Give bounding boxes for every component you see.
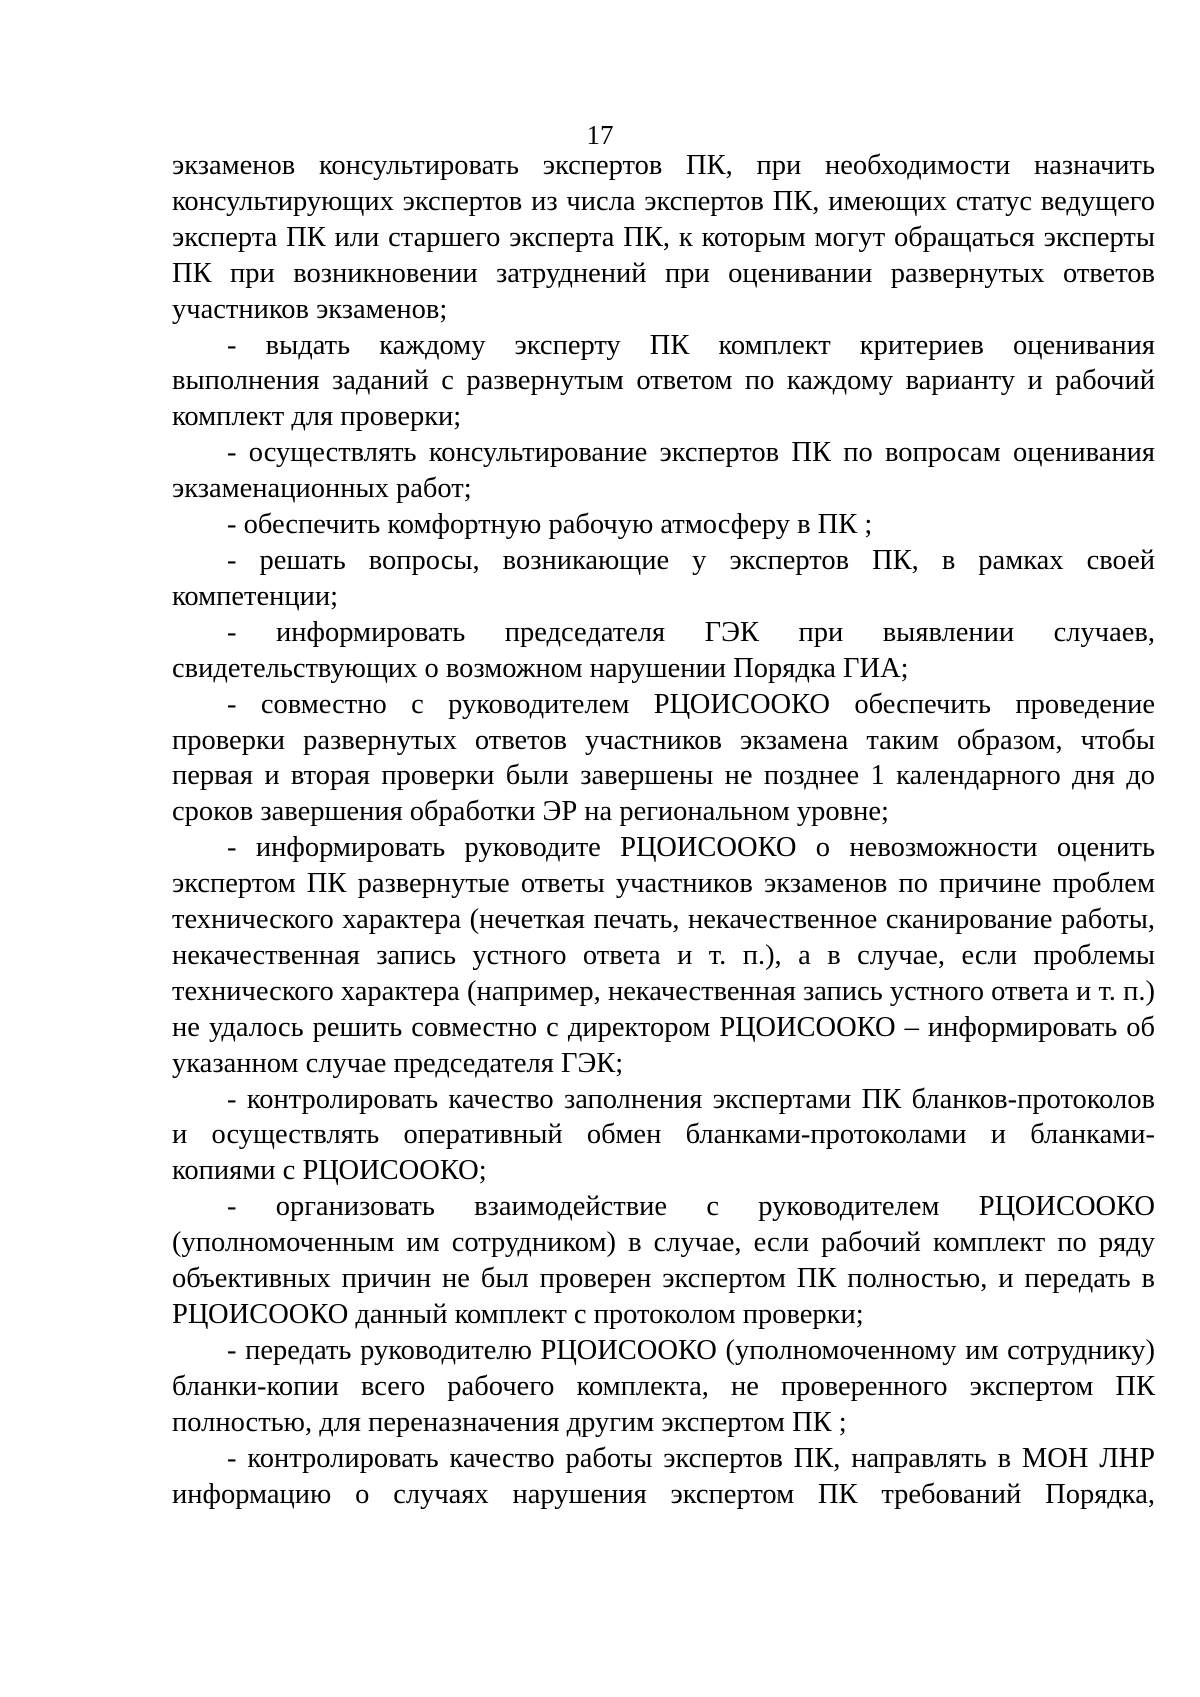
list-item-joint-check: - совместно с руководителем РЦОИСООКО обеспечить проведение проверки развернутых ответов участников экзамена таким образом, чтобы первая и вторая проверки были завершены не позднее 1 календарного дня до сроков завершения обработки ЭР на региональном уровне; [172,688,1155,828]
list-item-inform-chairman: - информировать председателя ГЭК при выявлении случаев, свидетельствующих о возможном нарушении Порядка ГИА; [172,616,1155,684]
list-item-control-protocols: - контролировать качество заполнения экспертами ПК бланков-протоколов и осуществлять оперативный обмен бланками-протоколами и бланками-копиями с РЦОИСООКО; [172,1083,1155,1187]
list-item-organize-interaction: - организовать взаимодействие с руководителем РЦОИСООКО (уполномоченным им сотрудником) в случае, если рабочий комплект по ряду объективных причин не был проверен экспертом ПК полностью, и передать в РЦОИСООКО данный комплект с протоколом проверки; [172,1191,1155,1330]
list-item-atmosphere: - обеспечить комфортную рабочую атмосферу в ПК ; [227,509,873,541]
document-body [172,148,1155,1512]
list-item-technical-problems: - информировать руководите РЦОИСООКО о невозможности оценить экспертом ПК развернутые ответы участников экзаменов по причине проблем технического характера (нечеткая печать, некачественное сканирование работы, некачественная запись устного ответа и т. п.), а в случае, если проблемы технического характера (например, некачественная запись устного ответа и т. п.) не удалось решить совместно с директором РЦОИСООКО – информировать об указанном случае председателя ГЭК; [172,832,1155,1079]
list-item-control-quality: - контролировать качество работы экспертов ПК, направлять в МОН ЛНР информацию о случаях нарушения экспертом ПК требований Порядка, [172,1442,1155,1510]
list-item-issue-criteria: - выдать каждому эксперту ПК комплект критериев оценивания выполнения заданий с развернутым ответом по каждому варианту и рабочий комплект для проверки; [172,329,1155,433]
list-item-transfer-copies: - передать руководителю РЦОИСООКО (уполномоченному им сотруднику) бланки-копии всего рабочего комплекта, не проверенного экспертом ПК полностью, для переназначения другим экспертом ПК ; [172,1334,1155,1438]
list-item-resolve-issues: - решать вопросы, возникающие у экспертов ПК, в рамках своей компетенции; [172,544,1155,612]
list-item-consulting: - осуществлять консультирование экспертов ПК по вопросам оценивания экзаменационных работ; [172,437,1155,505]
page-number: 17 [586,120,614,150]
paragraph-continuation: экзаменов консультировать экспертов ПК, при необходимости назначить консультирующих экспертов из числа экспертов ПК, имеющих статус ведущего эксперта ПК или старшего эксперта ПК, к которым могут обращаться эксперты ПК при возникновении затруднений при оценивании развернутых ответов участников экзаменов; [172,150,1155,325]
